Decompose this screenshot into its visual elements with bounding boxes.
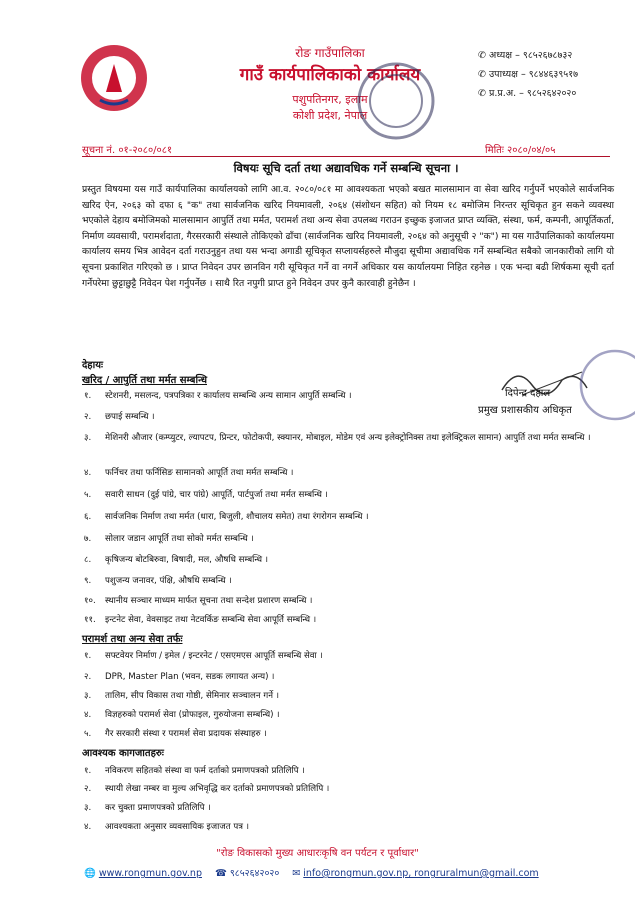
list-intro: देहायः: [82, 360, 104, 371]
municipality-name: रोङ गाउँपालिका: [295, 46, 365, 60]
list-item: ३. तालिम, सीप विकास तथा गोष्ठी, सेमिनार सञ्चालन गर्ने ।: [84, 691, 279, 701]
list-item: २. DPR, Master Plan (भवन, सडक लगायत अन्य) ।: [84, 672, 275, 682]
list-item: ४. फर्निचर तथा फर्निसिङ सामानको आपूर्ति तथा मर्मत सम्बन्धि ।: [84, 468, 294, 478]
list-item: ७. सोलार जडान आपूर्ति तथा सोको मर्मत सम्बन्धि ।: [84, 534, 254, 544]
nepal-emblem-logo: [78, 42, 150, 114]
email-link[interactable]: info@rongmun.gov.np, rongruralmun@gmail.com: [303, 868, 539, 879]
notice-date: मितिः २०८०/०४/०५: [485, 145, 556, 156]
footer-contact: [84, 866, 549, 879]
section-title-documents: आवश्यक कागजातहरुः: [82, 748, 164, 759]
section-title-consulting: परामर्श तथा अन्य सेवा तर्फः: [82, 634, 183, 645]
list-item: ९. पशुजन्य जनावर, पंक्षि, औषधि सम्बन्धि ।: [84, 576, 232, 586]
signer-title: प्रमुख प्रशासकीय अधिकृत: [478, 405, 572, 416]
signer-name: दिपेन्द्र दहाल: [505, 388, 551, 399]
section-title-procurement: खरिद / आपुर्ति तथा मर्मत सम्बन्धि: [82, 375, 207, 386]
header-divider: [82, 156, 610, 157]
list-item: २. छपाई सम्बन्धि ।: [84, 412, 155, 422]
list-item: ३. कर चुक्ता प्रमाणपत्रको प्रतिलिपि ।: [84, 803, 211, 813]
list-item: ६. सार्वजनिक निर्माण तथा मर्मत (धारा, बिजुली, शौचालय समेत) तथा रंगरोगन सम्बन्धि ।: [84, 512, 369, 522]
phone-vice-chair: ✆ उपाध्यक्ष – ९८४४६३९५१७: [478, 69, 579, 80]
phone-cao: ✆ प्र.प्र.अ. – ९८५२६४२०२०: [478, 88, 577, 99]
notice-body: प्रस्तुत विषयमा यस गाउँ कार्यपालिका कार्यालयको लागि आ.व. २०८०/०८१ मा आवश्यकता भएको बखत मालसामान वा सेवा खरिद गर्नुपर्ने भएकोले सार्वजनिक खरिद ऐन, २०६३ को दफा ६ "क" तथा सार्वजनिक खरिद नियमावली, २०६४ (संशोधन सहित) को नियम १८ बमोजिम निरन्तर सूचिकृत हुन सकने व्यवस्था भएकोले देहाय बमोजिमको मालसामान आपुर्ति तथा मर्मत, परामर्श तथा अन्य सेवा उपलब्ध गराउन इच्छुक इजाजत प्राप्त व्यक्ति, संस्था, फर्म, कम्पनी, आपूर्तिकर्ता, निर्माण व्यवसायी, परामर्शदाता, गैरसरकारी संस्थाले तोकिएको ढाँचा (सार्वजनिक खरिद नियमावली, २०६४ को अनुसूची २ "क") मा यस गाउँपालिकाको कार्यालयमा कार्यालय समय भित्र आवेदन दर्ता गराउनुहुन तथा यस भन्दा अगाडी सूचिकृत सप्लायर्सहरुले मौजुदा सूचीमा अद्यावधिक गर्ने सम्बन्धित सबैको जानकारीको लागि यो सूचना प्रकाशित गरिएको छ । प्राप्त निवेदन उपर छानविन गरी सूचिकृत गर्ने वा नगर्ने अधिकार यस कार्यालयमा निहित रहनेछ । एक भन्दा बढी शिर्षकमा सूची दर्ता गर्नेपरेमा छुट्टाछुट्टै निवेदन पेश गर्नुपर्नेछ । साथै रित नपुगी प्राप्त हुने निवेदन उपर कुनै कारवाही हुनेछैन ।: [82, 184, 614, 289]
list-item: १. नविकरण सहितको संस्था वा फर्म दर्ताको प्रमाणपत्रको प्रतिलिपि ।: [84, 766, 305, 776]
list-item: १. सफ्टवेयर निर्माण / इमेल / इन्टरनेट / एसएमएस आपूर्ति सम्बन्धि सेवा ।: [84, 651, 323, 661]
list-item: ८. कृषिजन्य बोटबिरुवा, बिषादी, मल, औषधि सम्बन्धि ।: [84, 555, 269, 565]
list-item: २. स्थायी लेखा नम्बर वा मुल्य अभिवृद्धि कर दर्ताको प्रमाणपत्रको प्रतिलिपि ।: [84, 784, 330, 794]
footer-slogan: "रोङ विकासको मुख्य आधारःकृषि वन पर्यटन र पूर्वाधार": [216, 848, 419, 859]
list-item: १. स्टेशनरी, मसलन्द, पत्रपत्रिका र कार्यालय सम्बन्धि अन्य सामान आपुर्ति सम्बन्धि ।: [84, 391, 352, 401]
notice-number: सूचना नं. ०१-२०८०/०८१: [82, 145, 173, 156]
list-item: १०. स्थानीय सञ्चार माध्यम मार्फत सूचना तथा सन्देश प्रशारण सम्बन्धि ।: [84, 596, 313, 606]
phone-chair: ✆ अध्यक्ष – ९८५२६७८७३२: [478, 50, 573, 61]
footer-phone: ९८५२६४२०२०: [229, 868, 280, 879]
list-item: ३. मेशिनरी औजार (कम्प्युटर, ल्यापटप, प्रिन्टर, फोटोकपी, स्क्यानर, मोबाइल, मोडेम एवं अन्य इलेक्ट्रोनिक्स तथा इलेक्ट्रिकल सामान) आपुर्ति तथा मर्मत सम्बन्धि ।: [84, 433, 591, 443]
phone-icon: ✆: [478, 88, 486, 99]
email-icon: ✉: [292, 868, 301, 879]
notice-subject: विषयः सूचि दर्ता तथा अद्यावधिक गर्ने सम्बन्धि सूचना ।: [233, 161, 459, 175]
province-name: कोशी प्रदेश, नेपाल: [292, 109, 368, 122]
phone-icon: ✆: [478, 50, 486, 61]
website-link[interactable]: www.rongmun.gov.np: [98, 868, 202, 879]
list-item: ५. गैर सरकारी संस्था र परामर्श सेवा प्रदायक संस्थाहरु ।: [84, 729, 267, 739]
globe-icon: 🌐: [84, 868, 96, 879]
list-item: ५. सवारी साधन (दुई पांग्रे, चार पांग्रे) आपूर्ति, पार्टपुर्जा तथा मर्मत सम्बन्धि ।: [84, 490, 328, 500]
phone-icon: ☎: [215, 868, 227, 879]
list-item: ४. विज्ञहरुको परामर्श सेवा (प्रोफाइल, गुरुयोजना सम्बन्धि) ।: [84, 710, 280, 720]
list-item: ४. आवश्यकता अनुसार व्यवसायिक इजाजत पत्र ।: [84, 822, 249, 832]
list-item: ११. इन्टनेट सेवा, वेवसाइट तथा नेटवर्किङ सम्बन्धि सेवा आपूर्ति सम्बन्धि ।: [84, 615, 317, 625]
office-address: पशुपतिनगर, इलाम: [292, 93, 368, 106]
office-title: गाउँ कार्यपालिकाको कार्यालय: [239, 65, 421, 85]
phone-icon: ✆: [478, 69, 486, 80]
office-seal-stamp: [355, 60, 437, 142]
